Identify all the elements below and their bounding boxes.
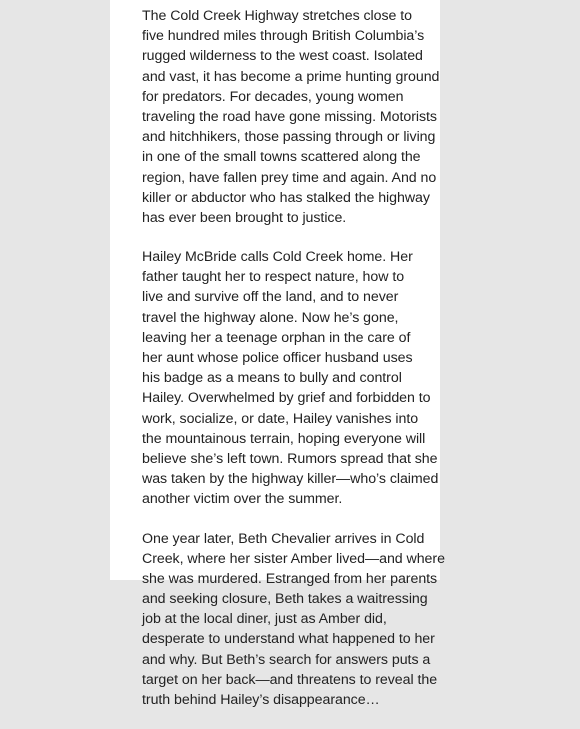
paragraph-highway xyxy=(142,6,440,228)
text-line: believe she’s left town. Rumors spread that she xyxy=(142,450,438,467)
text-line: and hitchhikers, those passing through or living xyxy=(142,129,436,146)
text-line: live and survive off the land, and to never xyxy=(142,289,399,306)
text-line: in one of the small towns scattered along the xyxy=(142,149,421,166)
text-line: work, socialize, or date, Hailey vanishes into xyxy=(142,410,419,427)
text-line: her aunt whose police officer husband uses xyxy=(142,350,413,366)
text-line: and seeking closure, Beth takes a waitressing xyxy=(142,591,428,608)
text-line: traveling the road have gone missing. Motorists xyxy=(142,108,437,125)
text-line: another victim over the summer. xyxy=(142,491,343,508)
text-line: killer or abductor who has stalked the highway xyxy=(142,189,430,206)
text-line: has ever been brought to justice. xyxy=(142,209,347,226)
text-line: and vast, it has become a prime hunting ground xyxy=(142,68,440,85)
text-line: she was murdered. Estranged from her parents xyxy=(142,570,438,587)
document-page xyxy=(110,0,445,708)
text-line: travel the highway alone. Now he’s gone, xyxy=(142,309,399,326)
text-line: the mountainous terrain, hoping everyone will xyxy=(142,430,426,447)
text-line: Creek, where her sister Amber lived—and where xyxy=(142,550,445,567)
text-line: and why. But Beth’s search for answers puts a xyxy=(142,651,431,668)
paragraph-beth xyxy=(142,529,445,711)
text-line: Hailey. Overwhelmed by grief and forbidden to xyxy=(142,390,431,407)
text-line: rugged wilderness to the west coast. Isolated xyxy=(142,48,423,65)
text-line: truth behind Hailey’s disappearance… xyxy=(142,692,380,708)
text-line: for predators. For decades, young women xyxy=(142,88,404,105)
text-line: five hundred miles through British Columbia’s xyxy=(142,28,425,45)
text-line: One year later, Beth Chevalier arrives in Cold xyxy=(142,530,425,547)
book-blurb xyxy=(142,6,445,729)
text-line: region, have fallen prey time and again. And no xyxy=(142,169,437,186)
text-line: Hailey McBride calls Cold Creek home. Her xyxy=(142,249,413,266)
text-line: was taken by the highway killer—who’s claimed xyxy=(142,471,439,488)
text-line: desperate to understand what happened to her xyxy=(142,631,435,648)
text-line: leaving her a teenage orphan in the care of xyxy=(142,329,411,346)
text-line: father taught her to respect nature, how to xyxy=(142,269,405,286)
text-line: job at the local diner, just as Amber did, xyxy=(142,611,387,628)
text-line: The Cold Creek Highway stretches close to xyxy=(142,8,412,24)
paragraph-hailey xyxy=(142,247,439,509)
text-line: his badge as a means to bully and control xyxy=(142,370,402,387)
text-line: target on her back—and threatens to reveal the xyxy=(142,671,438,688)
